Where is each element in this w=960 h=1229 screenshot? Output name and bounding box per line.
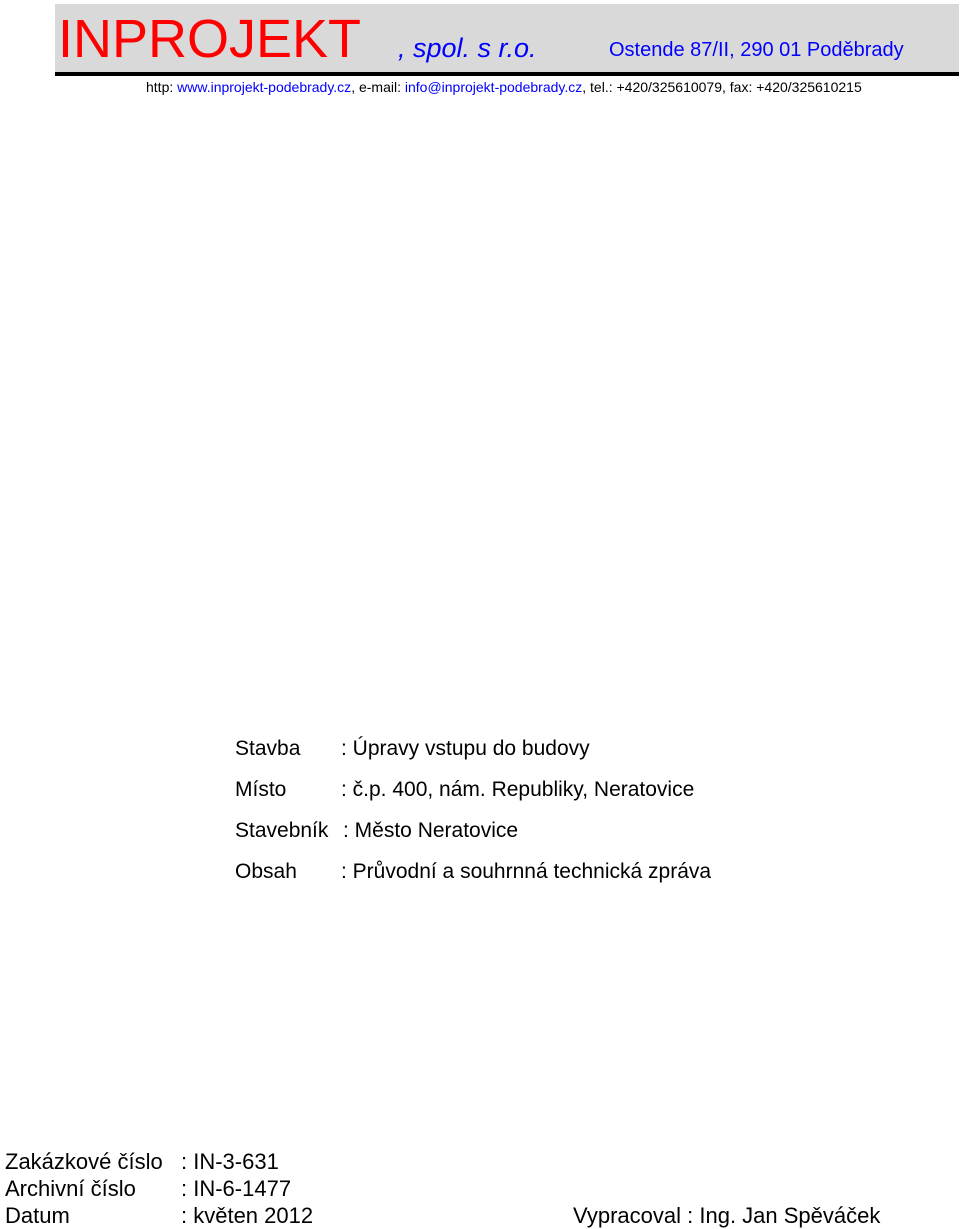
project-label: Místo: [235, 778, 287, 801]
project-label: Stavba: [235, 737, 301, 760]
date-label: Datum: [5, 1203, 70, 1228]
company-suffix: , spol. s r.o.: [398, 33, 537, 63]
company-address: Ostende 87/II, 290 01 Poděbrady: [609, 39, 904, 61]
project-value: : Úpravy vstupu do budovy: [341, 737, 590, 760]
project-label: Obsah: [235, 860, 297, 883]
archive-number-label: Archivní číslo: [5, 1176, 136, 1201]
website-link[interactable]: www.inprojekt-podebrady.cz: [177, 79, 352, 95]
prepared-by-value: : Ing. Jan Spěváček: [687, 1203, 881, 1228]
header-rule: [55, 72, 959, 76]
archive-number-value: : IN-6-1477: [181, 1176, 292, 1201]
project-value: : č.p. 400, nám. Republiky, Neratovice: [341, 778, 695, 801]
project-value: : Průvodní a souhrnná technická zpráva: [341, 860, 712, 883]
contact-line: [146, 78, 862, 96]
footer-date: [5, 1203, 313, 1229]
footer-archive-number: [5, 1176, 291, 1202]
email-label: , e-mail:: [351, 79, 401, 95]
prepared-by-label: Vypracoval: [573, 1203, 682, 1228]
prepared-by: [573, 1203, 880, 1229]
http-label: http:: [146, 79, 174, 95]
email-link[interactable]: info@inprojekt-podebrady.cz: [404, 79, 583, 95]
company-name: INPROJEKT: [58, 9, 362, 69]
footer-order-number: [5, 1149, 279, 1175]
date-value: : květen 2012: [181, 1203, 314, 1228]
order-number-label: Zakázkové číslo: [5, 1149, 163, 1174]
phone-fax: , tel.: +420/325610079, fax: +420/325610215: [582, 79, 862, 95]
project-value: : Město Neratovice: [343, 819, 519, 842]
project-label: Stavebník: [235, 819, 329, 842]
order-number-value: : IN-3-631: [181, 1149, 279, 1174]
